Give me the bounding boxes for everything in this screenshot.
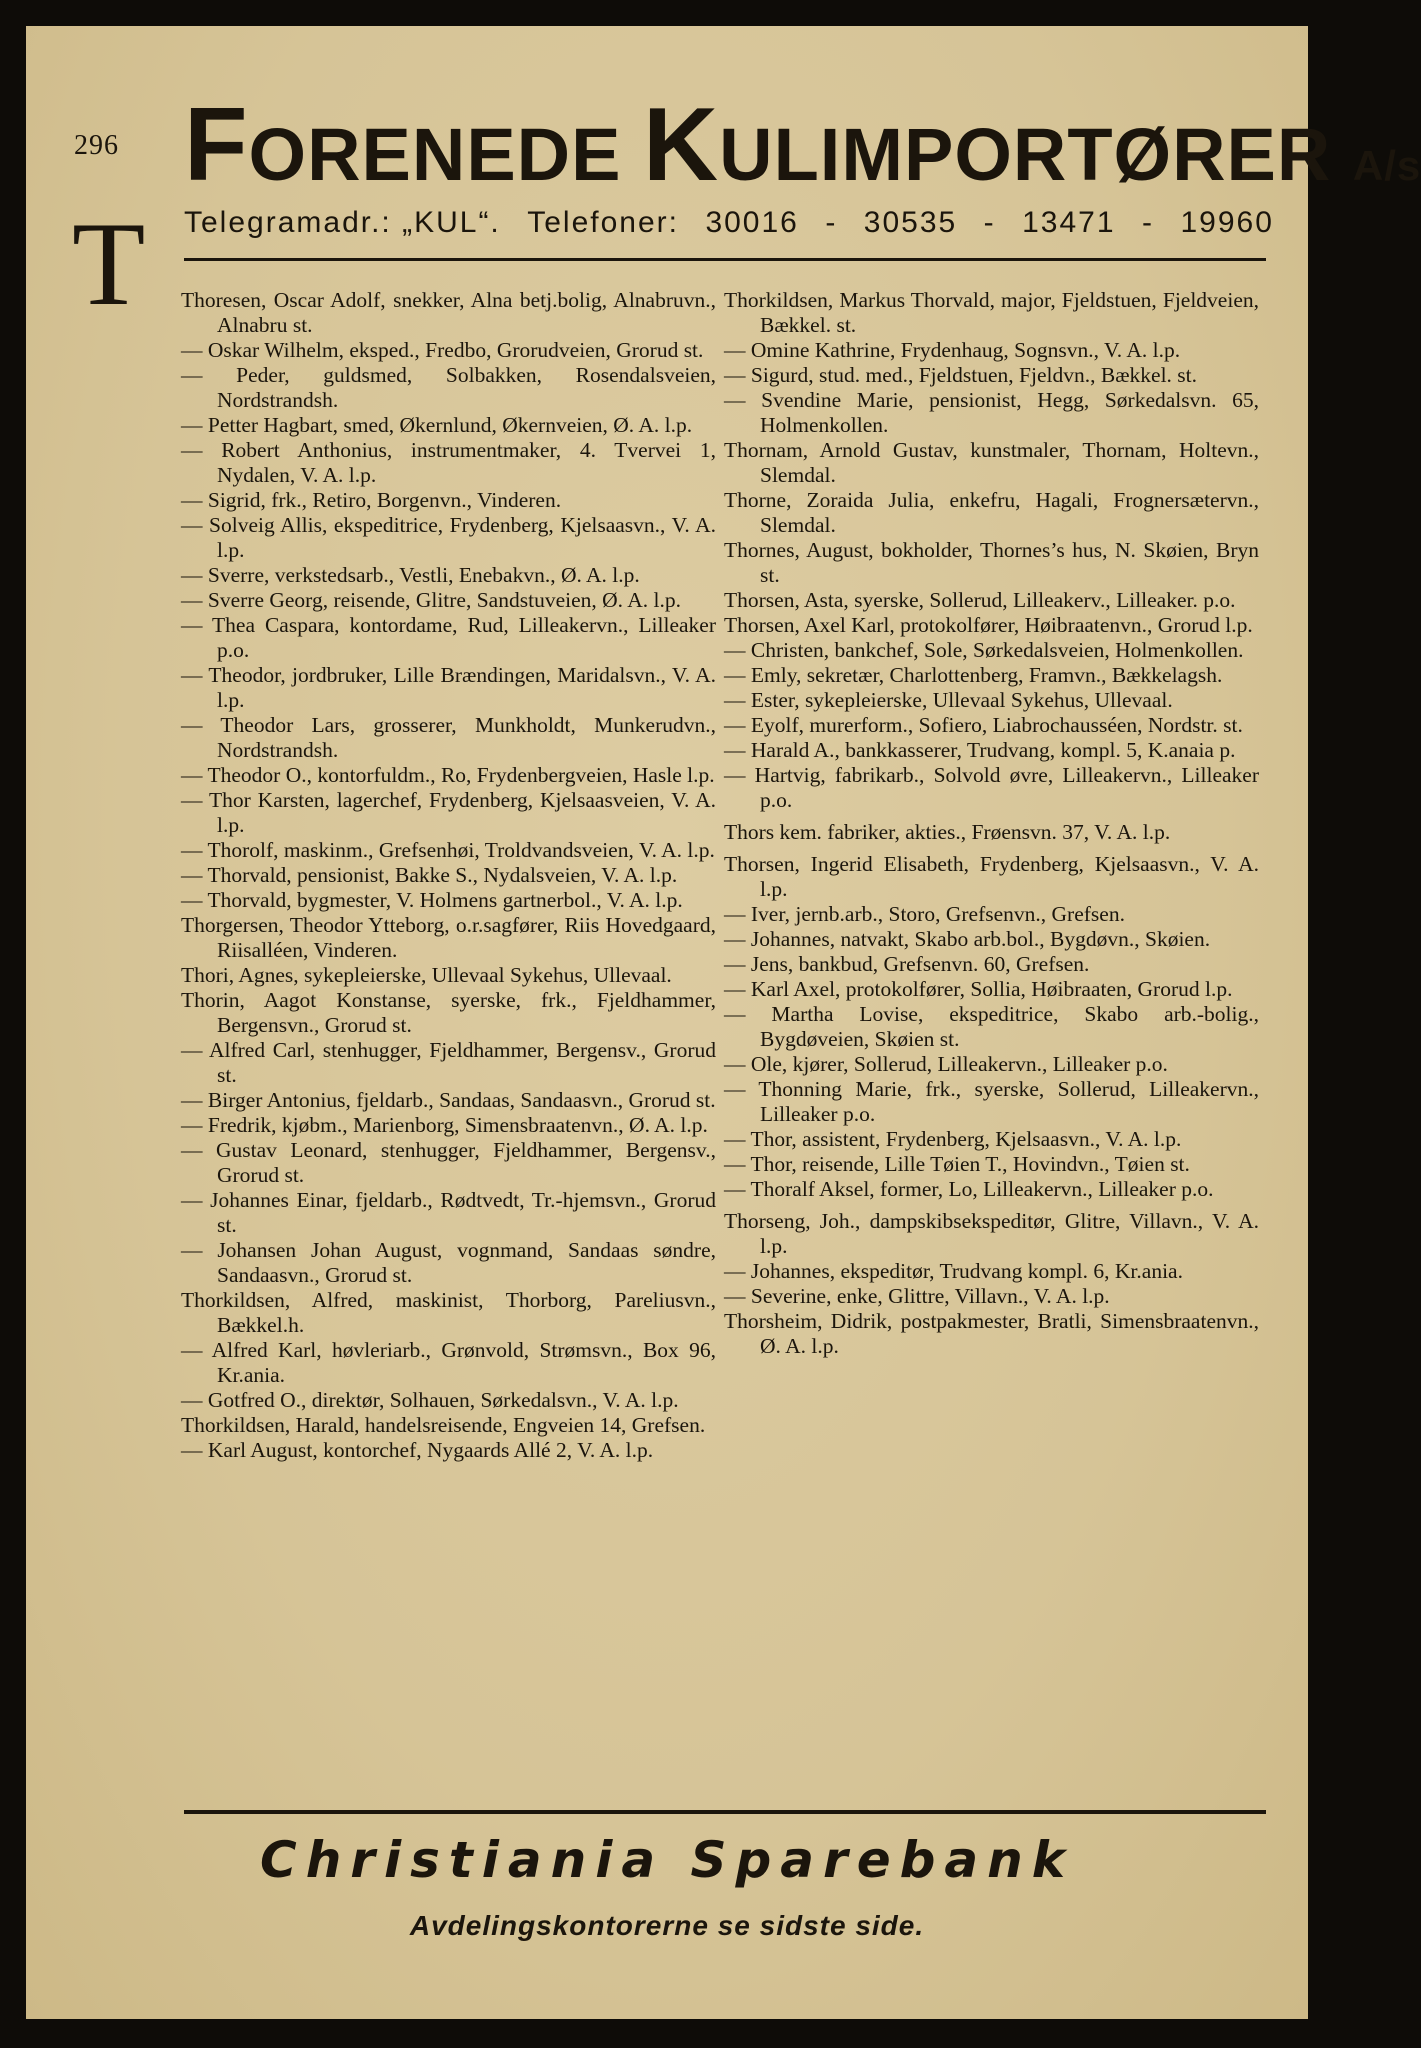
directory-entry: Thorsen, Axel Karl, protokolfører, Høibraatenvn., Grorud l.p. bbox=[724, 613, 1253, 637]
directory-entry: — Sverre, verkstedsarb., Vestli, Enebakvn., Ø. A. l.p. bbox=[181, 563, 640, 587]
right-column bbox=[724, 288, 1259, 1359]
directory-entry: — Theodor, jordbruker, Lille Brændingen, Maridalsvn., V. A. l.p. bbox=[181, 663, 716, 712]
directory-entry: Thoresen, Oscar Adolf, snekker, Alna betj.bolig, Alnabruvn., Alnabru st. bbox=[181, 288, 716, 337]
directory-entry: — Johannes, natvakt, Skabo arb.bol., Bygdøvn., Skøien. bbox=[724, 927, 1211, 951]
phone-number: 30016 bbox=[705, 206, 799, 239]
directory-entry: — Sverre Georg, reisende, Glitre, Sandstuveien, Ø. A. l.p. bbox=[181, 588, 681, 612]
directory-entry: Thorseng, Joh., dampskibsekspeditør, Glitre, Villavn., V. A. l.p. bbox=[724, 1209, 1259, 1258]
directory-entry: — Christen, bankchef, Sole, Sørkedalsveien, Holmenkollen. bbox=[724, 638, 1244, 662]
bank-advert-title: Christiania Sparebank bbox=[260, 1831, 1074, 1889]
directory-entry: — Theodor Lars, grosserer, Munkholdt, Munkerudvn., Nordstrandsh. bbox=[181, 713, 716, 762]
directory-entry: — Alfred Carl, stenhugger, Fjeldhammer, Bergensv., Grorud st. bbox=[181, 1038, 716, 1087]
company-initial-f: F bbox=[184, 87, 249, 203]
directory-entry: — Hartvig, fabrikarb., Solvold øvre, Lilleakervn., Lilleaker p.o. bbox=[724, 763, 1259, 812]
directory-entry: — Thor, reisende, Lille Tøien T., Hovindvn., Tøien st. bbox=[724, 1152, 1190, 1176]
header-rule bbox=[184, 258, 1266, 261]
directory-entry: Thorne, Zoraida Julia, enkefru, Hagali, Frognersætervn., Slemdal. bbox=[724, 488, 1259, 537]
phone-separator: - bbox=[1142, 206, 1155, 239]
directory-entry: Thorgersen, Theodor Ytteborg, o.r.sagfører, Riis Hovedgaard, Riisalléen, Vinderen. bbox=[181, 913, 716, 962]
directory-entry: — Robert Anthonius, instrumentmaker, 4. Tvervei 1, Nydalen, V. A. l.p. bbox=[181, 438, 716, 487]
directory-entry: Thorsen, Ingerid Elisabeth, Frydenberg, Kjelsaasvn., V. A. l.p. bbox=[724, 852, 1259, 901]
directory-entry: — Thoralf Aksel, former, Lo, Lilleakervn., Lilleaker p.o. bbox=[724, 1177, 1214, 1201]
directory-entry: Thori, Agnes, sykepleierske, Ullevaal Sykehus, Ullevaal. bbox=[181, 963, 672, 987]
directory-entry: — Solveig Allis, ekspeditrice, Frydenberg, Kjelsaasvn., V. A. l.p. bbox=[181, 513, 716, 562]
directory-entry: — Thor Karsten, lagerchef, Frydenberg, Kjelsaasveien, V. A. l.p. bbox=[181, 788, 716, 837]
directory-entry: — Martha Lovise, ekspeditrice, Skabo arb.-bolig., Bygdøveien, Skøien st. bbox=[724, 1002, 1259, 1051]
company-suffix: A/s bbox=[1352, 142, 1421, 189]
directory-entry: — Alfred Karl, høvleriarb., Grønvold, Strømsvn., Box 96, Kr.ania. bbox=[181, 1338, 716, 1387]
phone-number: 19960 bbox=[1180, 206, 1274, 239]
directory-entry: — Oskar Wilhelm, eksped., Fredbo, Grorudveien, Grorud st. bbox=[181, 338, 704, 362]
directory-entry: — Theodor O., kontorfuldm., Ro, Frydenbergveien, Hasle l.p. bbox=[181, 763, 715, 787]
directory-entry: Thorsen, Asta, syerske, Sollerud, Lilleakerv., Lilleaker. p.o. bbox=[724, 588, 1236, 612]
directory-entry: — Gotfred O., direktør, Solhauen, Sørkedalsvn., V. A. l.p. bbox=[181, 1388, 679, 1412]
directory-entry: — Karl Axel, protokolfører, Sollia, Høibraaten, Grorud l.p. bbox=[724, 977, 1233, 1001]
phone-separator: - bbox=[983, 206, 996, 239]
phone-number: 13471 bbox=[1022, 206, 1116, 239]
company-word-2: ULIMPORTØRER bbox=[719, 113, 1353, 196]
directory-entry: Thors kem. fabriker, akties., Frøensvn. 37, V. A. l.p. bbox=[724, 820, 1171, 844]
directory-entry: — Karl August, kontorchef, Nygaards Allé 2, V. A. l.p. bbox=[181, 1438, 654, 1462]
directory-entry: — Ester, sykepleierske, Ullevaal Sykehus, Ullevaal. bbox=[724, 688, 1173, 712]
directory-entry: — Jens, bankbud, Grefsenvn. 60, Grefsen. bbox=[724, 952, 1090, 976]
directory-entry: — Petter Hagbart, smed, Økernlund, Økernveien, Ø. A. l.p. bbox=[181, 413, 693, 437]
directory-entry: — Svendine Marie, pensionist, Hegg, Sørkedalsvn. 65, Holmenkollen. bbox=[724, 388, 1259, 437]
directory-page bbox=[26, 26, 1421, 2019]
phones-label: Telefoner: bbox=[527, 206, 679, 239]
phone-number: 30535 bbox=[863, 206, 958, 239]
directory-entry: Thorkildsen, Markus Thorvald, major, Fjeldstuen, Fjeldveien, Bækkel. st. bbox=[724, 288, 1259, 337]
directory-entry: — Harald A., bankkasserer, Trudvang, kompl. 5, K.anaia p. bbox=[724, 738, 1236, 762]
directory-entry: — Gustav Leonard, stenhugger, Fjeldhammer, Bergensv., Grorud st. bbox=[181, 1138, 716, 1187]
directory-entry: — Johannes Einar, fjeldarb., Rødtvedt, Tr.-hjemsvn., Grorud st. bbox=[181, 1188, 716, 1237]
directory-entry: Thorkildsen, Harald, handelsreisende, Engveien 14, Grefsen. bbox=[181, 1413, 706, 1437]
advert-company-name bbox=[184, 87, 1421, 203]
footer-rule bbox=[184, 1810, 1266, 1814]
phone-separator: - bbox=[825, 206, 838, 239]
page-number: 296 bbox=[74, 130, 119, 161]
bank-advert-subtitle: Avdelingskontorerne se sidste side. bbox=[409, 1910, 925, 1941]
advert-contact-line bbox=[184, 206, 1274, 240]
directory-entry: — Severine, enke, Glittre, Villavn., V. A. l.p. bbox=[724, 1284, 1110, 1308]
directory-entry: — Sigurd, stud. med., Fjeldstuen, Fjeldvn., Bækkel. st. bbox=[724, 363, 1198, 387]
directory-entry: — Johansen Johan August, vognmand, Sandaas søndre, Sandaasvn., Grorud st. bbox=[181, 1238, 716, 1287]
directory-entry: — Thea Caspara, kontordame, Rud, Lilleakervn., Lilleaker p.o. bbox=[181, 613, 716, 662]
telegram-address: Telegramadr.: „KUL“. bbox=[184, 206, 501, 239]
company-initial-k: K bbox=[643, 87, 720, 203]
section-letter: T bbox=[72, 197, 146, 330]
left-column bbox=[181, 288, 716, 1463]
directory-entry: — Thor, assistent, Frydenberg, Kjelsaasvn., V. A. l.p. bbox=[724, 1127, 1182, 1151]
directory-entry: — Ole, kjører, Sollerud, Lilleakervn., Lilleaker p.o. bbox=[724, 1052, 1168, 1076]
directory-entry: Thorin, Aagot Konstanse, syerske, frk., Fjeldhammer, Bergensvn., Grorud st. bbox=[181, 988, 716, 1037]
directory-entry: Thorsheim, Didrik, postpakmester, Bratli, Simensbraatenvn., Ø. A. l.p. bbox=[724, 1309, 1259, 1358]
directory-entry: — Johannes, ekspeditør, Trudvang kompl. 6, Kr.ania. bbox=[724, 1259, 1183, 1283]
directory-entry: — Birger Antonius, fjeldarb., Sandaas, Sandaasvn., Grorud st. bbox=[181, 1088, 716, 1112]
directory-entry: — Thorvald, bygmester, V. Holmens gartnerbol., V. A. l.p. bbox=[181, 888, 683, 912]
directory-entry: Thornes, August, bokholder, Thornes’s hus, N. Skøien, Bryn st. bbox=[724, 538, 1259, 587]
directory-entry: — Iver, jernb.arb., Storo, Grefsenvn., Grefsen. bbox=[724, 902, 1125, 926]
directory-entry: — Sigrid, frk., Retiro, Borgenvn., Vinderen. bbox=[181, 488, 562, 512]
directory-entry: — Eyolf, murerform., Sofiero, Liabrochausséen, Nordstr. st. bbox=[724, 713, 1243, 737]
directory-entry: Thorkildsen, Alfred, maskinist, Thorborg, Pareliusvn., Bækkel.h. bbox=[181, 1288, 716, 1337]
directory-entry: — Peder, guldsmed, Solbakken, Rosendalsveien, Nordstrandsh. bbox=[181, 363, 716, 412]
directory-entry: — Thonning Marie, frk., syerske, Sollerud, Lilleakervn., Lilleaker p.o. bbox=[724, 1077, 1259, 1126]
directory-entry: — Emly, sekretær, Charlottenberg, Framvn., Bækkelagsh. bbox=[724, 663, 1223, 687]
directory-entry: — Omine Kathrine, Frydenhaug, Sognsvn., V. A. l.p. bbox=[724, 338, 1181, 362]
directory-entry: Thornam, Arnold Gustav, kunstmaler, Thornam, Holtevn., Slemdal. bbox=[724, 438, 1259, 487]
directory-entry: — Thorolf, maskinm., Grefsenhøi, Troldvandsveien, V. A. l.p. bbox=[181, 838, 715, 862]
directory-entry: — Fredrik, kjøbm., Marienborg, Simensbraatenvn., Ø. A. l.p. bbox=[181, 1113, 708, 1137]
directory-entry: — Thorvald, pensionist, Bakke S., Nydalsveien, V. A. l.p. bbox=[181, 863, 678, 887]
company-word-1: ORENEDE bbox=[248, 113, 644, 196]
